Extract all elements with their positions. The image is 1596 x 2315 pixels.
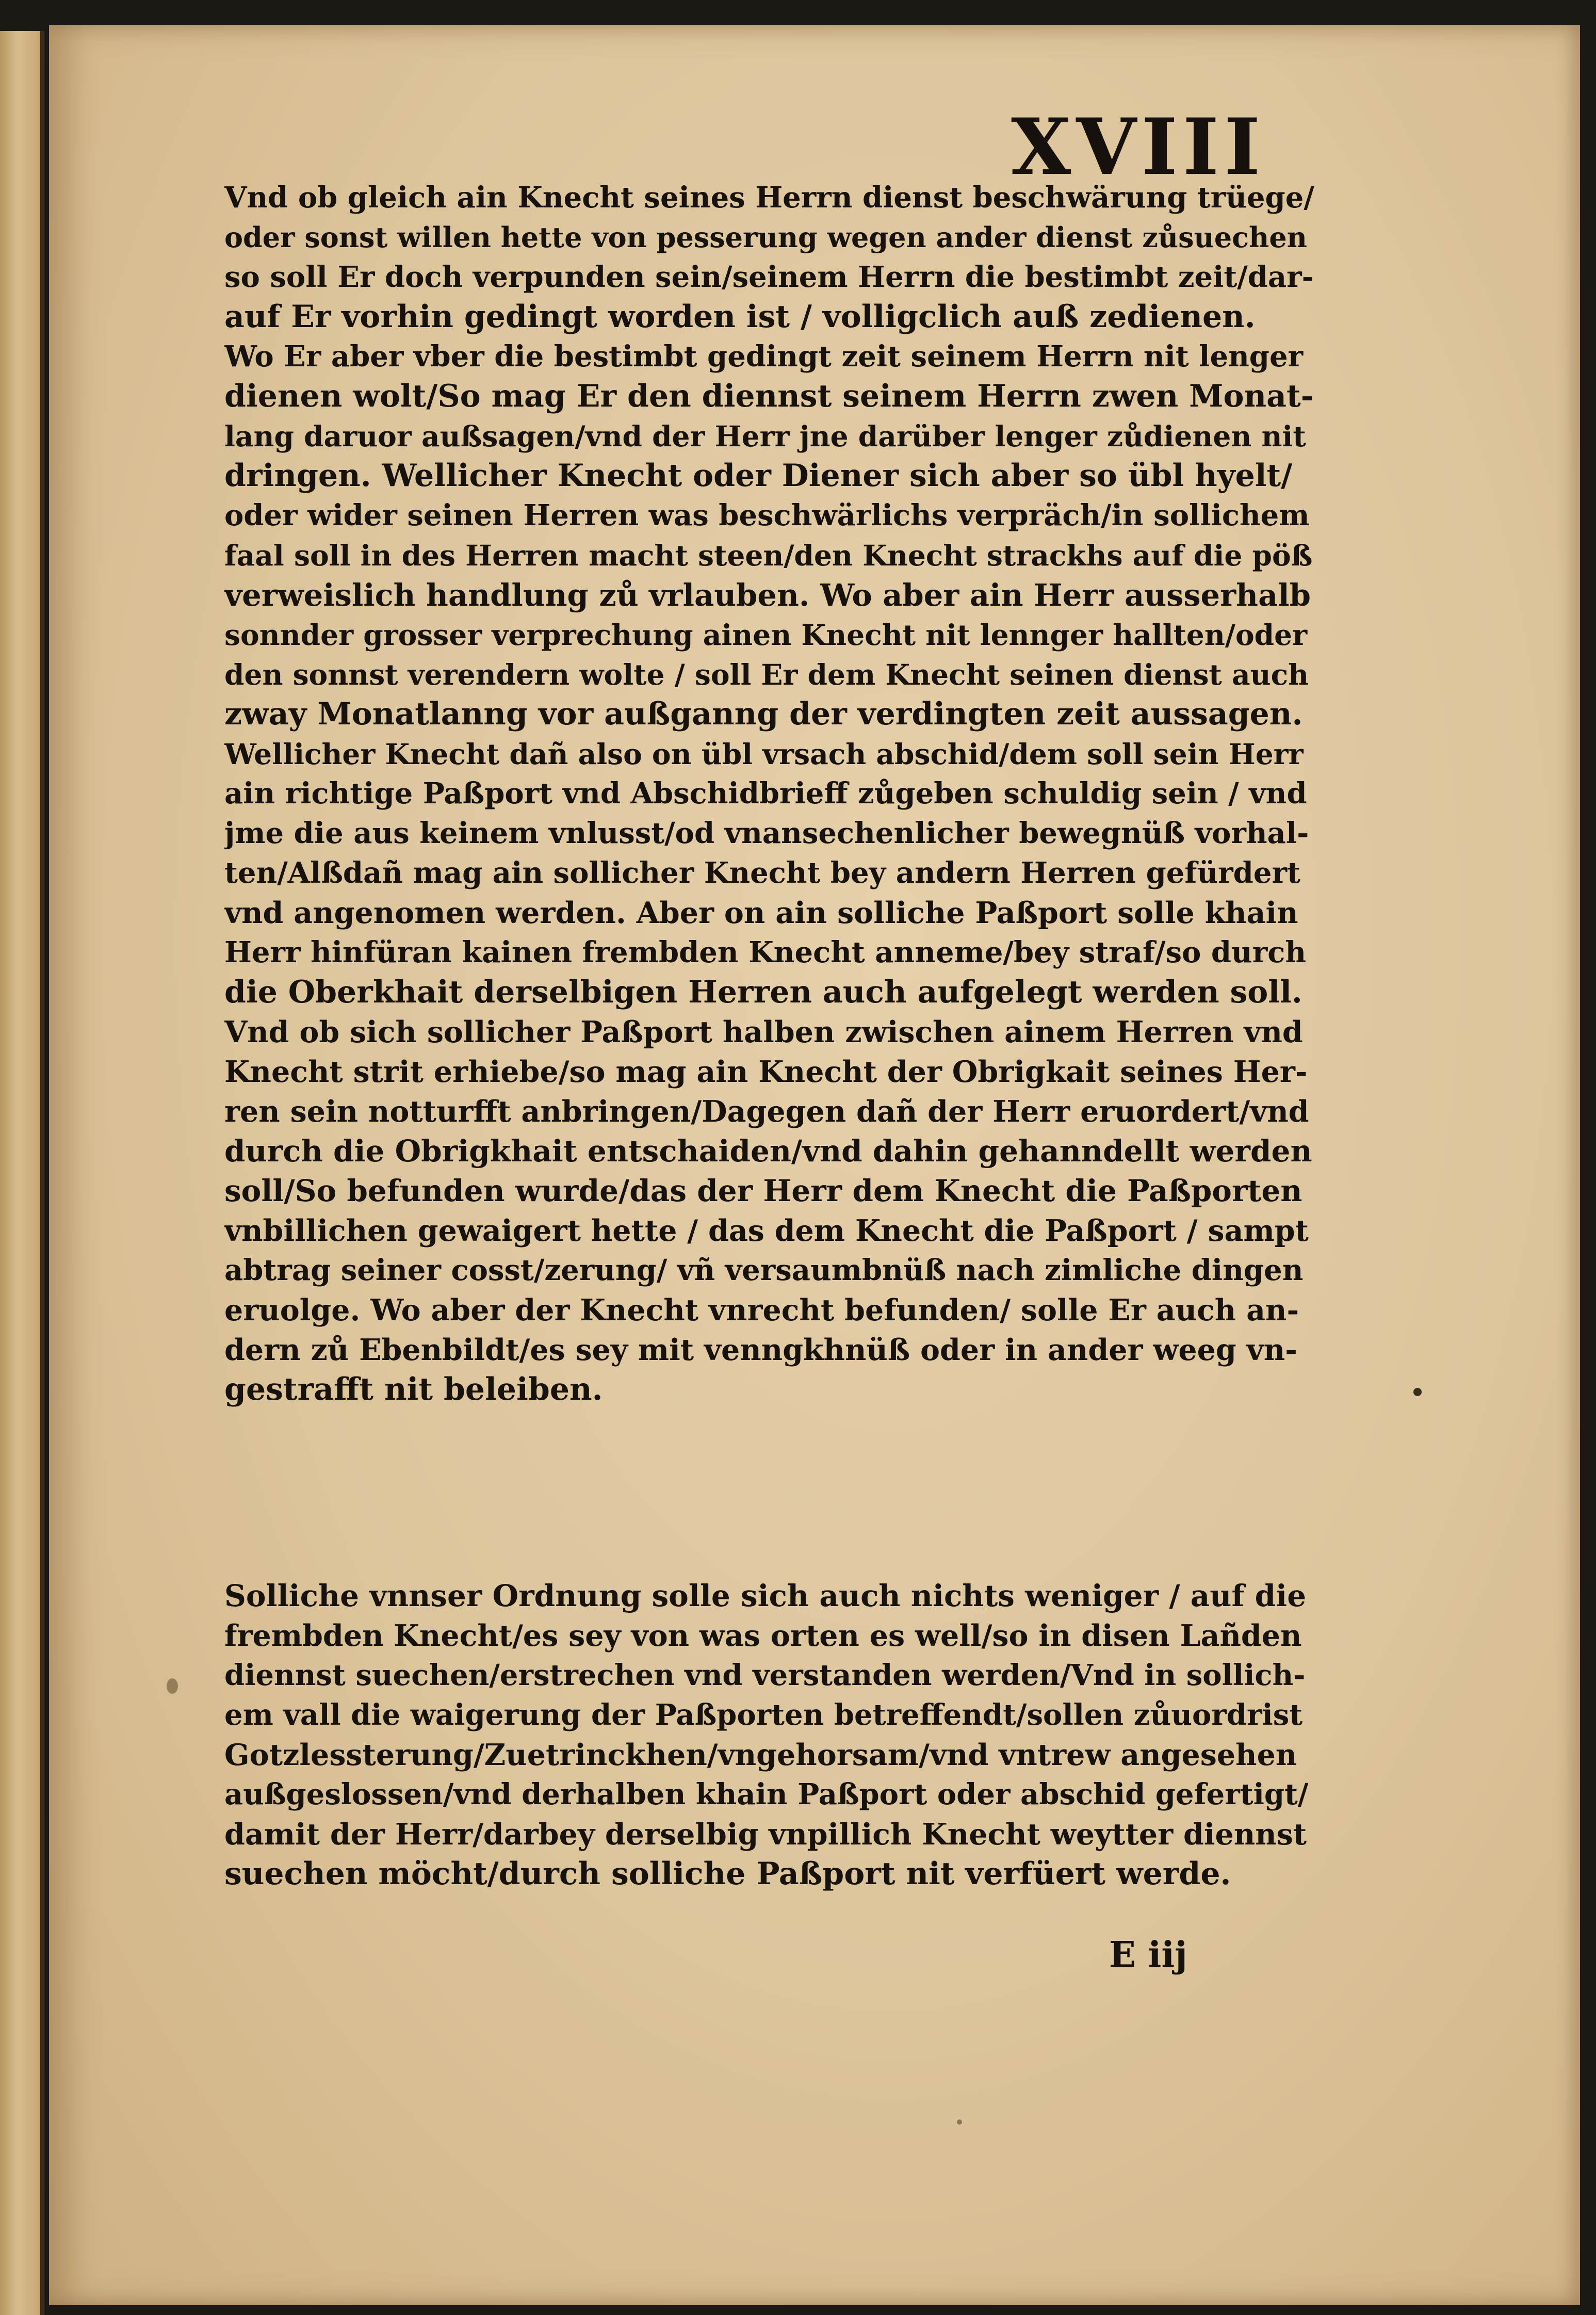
ink-speck xyxy=(167,1678,178,1694)
text-line: außgeslossen/vnd derhalben khain Paßport oder abschid gefertigt/ xyxy=(224,1777,1309,1811)
text-line: ain richtige Paßport vnd Abschidbrieff zůgeben schuldig sein / vnd xyxy=(224,776,1307,811)
ink-speck xyxy=(957,2119,962,2125)
text-line: diennst suechen/erstrechen vnd verstanden werden/Vnd in sollich- xyxy=(224,1658,1306,1692)
text-line: frembden Knecht/es sey von was orten es well/so in disen Lañden xyxy=(224,1618,1302,1653)
ink-speck xyxy=(1413,1388,1422,1396)
text-line: sonnder grosser verprechung ainen Knecht nit lennger hallten/oder xyxy=(224,618,1308,652)
text-line: Vnd ob gleich ain Knecht seines Herrn dienst beschwärung trüege/ xyxy=(224,181,1314,215)
text-line: zway Monatlanng vor außganng der verdingten zeit aussagen. xyxy=(224,696,1303,732)
text-line: vnbillichen gewaigert hette / das dem Knecht die Paßport / sampt xyxy=(224,1213,1309,1248)
text-line: Gotzlessterung/Zuetrinckhen/vngehorsam/vnd vntrew angesehen xyxy=(224,1738,1297,1772)
text-line: ten/Alßdañ mag ain sollicher Knecht bey andern Herren gefürdert xyxy=(224,856,1300,890)
text-line: auf Er vorhin gedingt worden ist / volligclich auß zedienen. xyxy=(224,299,1256,335)
signature-mark: E iij xyxy=(1109,1934,1187,1976)
text-line: oder wider seinen Herren was beschwärlichs verpräch/in sollichem xyxy=(224,498,1310,532)
text-line: soll/So befunden wurde/das der Herr dem Knecht die Paßporten xyxy=(224,1173,1302,1208)
text-line: gestrafft nit beleiben. xyxy=(224,1371,603,1407)
text-line: abtrag seiner cosst/zerung/ vñ versaumbnüß nach zimliche dingen xyxy=(224,1253,1304,1287)
text-line: dern zů Ebenbildt/es sey mit venngkhnüß oder in ander weeg vn- xyxy=(224,1333,1297,1367)
text-line: jme die aus keinem vnlusst/od vnansechenlicher bewegnüß vorhal- xyxy=(224,816,1309,850)
text-line: suechen möcht/durch solliche Paßport nit verfüert werde. xyxy=(224,1856,1231,1892)
text-line: oder sonst willen hette von pesserung wegen ander dienst zůsuechen xyxy=(224,221,1307,254)
text-line: Wo Er aber vber die bestimbt gedingt zeit seinem Herrn nit lenger xyxy=(224,339,1304,374)
text-line: Solliche vnnser Ordnung solle sich auch nichts weniger / auf die xyxy=(224,1578,1307,1613)
text-line: Vnd ob sich sollicher Paßport halben zwischen ainem Herren vnd xyxy=(224,1015,1303,1049)
text-line: durch die Obrigkhait entschaiden/vnd dahin gehanndellt werden xyxy=(224,1134,1312,1169)
text-line: ren sein notturfft anbringen/Dagegen dañ der Herr eruordert/vnd xyxy=(224,1094,1309,1129)
text-line: so soll Er doch verpunden sein/seinem Herrn die bestimbt zeit/dar- xyxy=(224,260,1314,294)
text-line: die Oberkhait derselbigen Herren auch aufgelegt werden soll. xyxy=(224,974,1302,1010)
page-number: XVIII xyxy=(1011,102,1266,192)
text-line: em vall die waigerung der Paßporten betreffendt/sollen zůuordrist xyxy=(224,1698,1303,1732)
text-line: Wellicher Knecht dañ also on übl vrsach abschid/dem soll sein Herr xyxy=(224,737,1304,771)
text-line: dringen. Wellicher Knecht oder Diener sich aber so übl hyelt/ xyxy=(224,458,1293,494)
text-line: damit der Herr/darbey derselbig vnpillich Knecht weytter diennst xyxy=(224,1817,1307,1852)
text-line: den sonnst verendern wolte / soll Er dem Knecht seinen dienst auch xyxy=(224,658,1309,691)
text-line: eruolge. Wo aber der Knecht vnrecht befunden/ solle Er auch an- xyxy=(224,1293,1299,1328)
text-line: dienen wolt/So mag Er den diennst seinem Herrn zwen Monat- xyxy=(224,378,1314,414)
text-line: vnd angenomen werden. Aber on ain solliche Paßport solle khain xyxy=(224,896,1298,930)
paragraph-2 xyxy=(224,1576,1315,1894)
text-line: Knecht strit erhiebe/so mag ain Knecht der Obrigkait seines Her- xyxy=(224,1055,1308,1089)
text-line: Herr hinfüran kainen frembden Knecht anneme/bey straf/so durch xyxy=(224,935,1307,969)
text-line: faal soll in des Herren macht steen/den Knecht strackhs auf die pöß xyxy=(224,539,1313,572)
text-line: lang daruor außsagen/vnd der Herr jne darüber lenger zůdienen nit xyxy=(224,419,1306,453)
previous-page-edge xyxy=(0,31,44,2315)
paragraph-1 xyxy=(224,178,1315,1410)
text-line: verweislich handlung zů vrlauben. Wo aber ain Herr ausserhalb xyxy=(224,577,1311,613)
